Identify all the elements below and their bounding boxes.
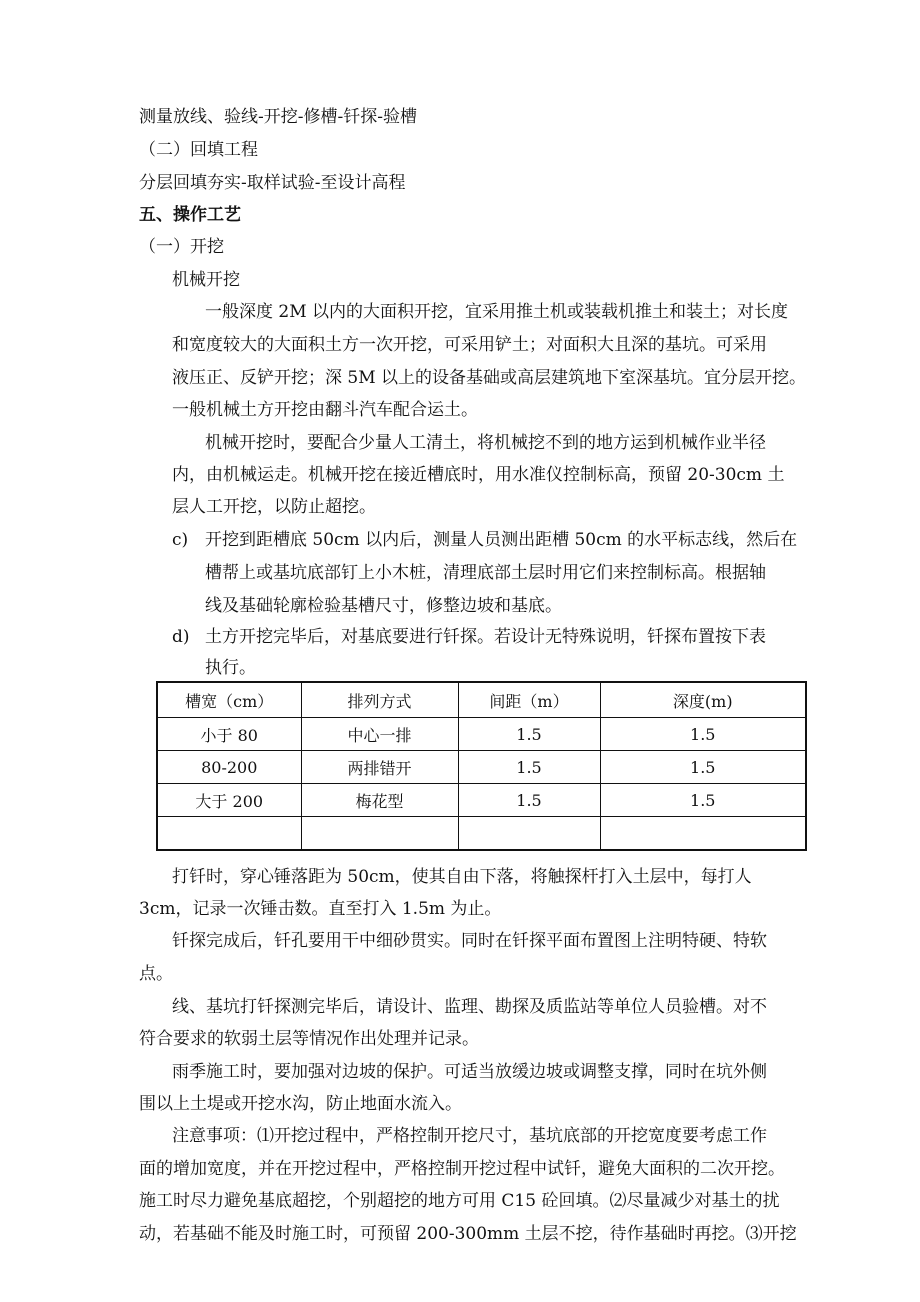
subsection-heading-excavation: （一）开挖 — [139, 237, 224, 257]
process-line-excavation: 测量放线、验线-开挖-修槽-钎探-验槽 — [139, 107, 417, 127]
paragraph-line: 机械开挖时，要配合少量人工清土，将机械挖不到的地方运到机械作业半径 — [205, 433, 766, 453]
paragraph-line: 注意事项：⑴开挖过程中，严格控制开挖尺寸，基坑底部的开挖宽度要考虑工作 — [172, 1126, 767, 1146]
paragraph-line: 和宽度较大的大面积土方一次开挖，可采用铲土；对面积大且深的基坑。可采用 — [172, 335, 767, 355]
table-header-cell: 间距（m） — [458, 682, 600, 718]
paragraph-line: 钎探完成后，钎孔要用干中细砂贯实。同时在钎探平面布置图上注明特硬、特软 — [172, 931, 767, 951]
paragraph-line: 一般机械土方开挖由翻斗汽车配合运土。 — [172, 400, 478, 420]
paragraph-line: 雨季施工时，要加强对边坡的保护。可适当放缓边坡或调整支撑，同时在坑外侧 — [172, 1062, 767, 1082]
table-row — [157, 718, 806, 751]
paragraph-line: 面的增加宽度，并在开挖过程中，严格控制开挖过程中试钎，避免大面积的二次开挖。 — [139, 1159, 785, 1179]
table-cell: 1.5 — [458, 718, 600, 751]
table-cell: 1.5 — [600, 784, 806, 817]
list-item-line: 槽帮上或基坑底部钉上小木桩，清理底部土层时用它们来控制标高。根据轴 — [205, 563, 766, 583]
paragraph-line: 施工时尽力避免基底超挖，个别超挖的地方可用 C15 砼回填。⑵尽量减少对基土的扰 — [139, 1191, 780, 1211]
paragraph-line: 一般深度 2M 以内的大面积开挖，宜采用推土机或装载机推土和装土；对长度 — [205, 302, 789, 322]
process-line-backfill: 分层回填夯实-取样试验-至设计高程 — [139, 173, 406, 193]
list-label-c: c) — [172, 530, 189, 550]
table-cell: 1.5 — [458, 751, 600, 784]
paragraph-line: 液压正、反铲开挖；深 5M 以上的设备基础或高层建筑地下室深基坑。宜分层开挖。 — [172, 368, 807, 388]
paragraph-line: 内，由机械运走。机械开挖在接近槽底时，用水准仪控制标高，预留 20-30cm 土 — [172, 465, 785, 485]
table-cell — [157, 817, 301, 851]
list-label-d: d) — [172, 627, 190, 647]
table-header-cell: 深度(m) — [600, 682, 806, 718]
table-cell: 80-200 — [157, 751, 301, 784]
paragraph-line: 符合要求的软弱土层等情况作出处理并记录。 — [139, 1029, 479, 1049]
table-cell: 1.5 — [600, 718, 806, 751]
table-header-cell: 槽宽（cm） — [157, 682, 301, 718]
table-cell — [600, 817, 806, 851]
list-item-line: 执行。 — [205, 658, 256, 678]
table-header-cell: 排列方式 — [301, 682, 458, 718]
section-heading-backfill: （二）回填工程 — [139, 140, 258, 160]
table-header-row — [157, 682, 806, 718]
paragraph-line: 3cm，记录一次锤击数。直至打入 1.5m 为止。 — [139, 899, 502, 919]
table-row — [157, 817, 806, 851]
paragraph-line: 动，若基础不能及时施工时，可预留 200-300mm 土层不挖，待作基础时再挖。⑶开挖 — [139, 1224, 797, 1244]
subheading-mechanical-excavation: 机械开挖 — [172, 270, 240, 290]
list-item-line: 线及基础轮廓检验基槽尺寸，修整边坡和基底。 — [205, 596, 562, 616]
table-cell: 梅花型 — [301, 784, 458, 817]
paragraph-line: 线、基坑打钎探测完毕后，请设计、监理、勘探及质监站等单位人员验槽。对不 — [172, 997, 767, 1017]
table-row — [157, 751, 806, 784]
list-item-line: 开挖到距槽底 50cm 以内后，测量人员测出距槽 50cm 的水平标志线，然后在 — [205, 530, 798, 550]
table-cell: 1.5 — [458, 784, 600, 817]
table-cell — [301, 817, 458, 851]
section-heading-operation: 五、操作工艺 — [139, 205, 241, 225]
paragraph-line: 打钎时，穿心锤落距为 50cm，使其自由下落，将触探杆打入土层中，每打人 — [172, 867, 752, 887]
paragraph-line: 点。 — [139, 964, 173, 984]
table-row — [157, 784, 806, 817]
table-cell: 1.5 — [600, 751, 806, 784]
table-cell — [458, 817, 600, 851]
list-item-line: 土方开挖完毕后，对基底要进行钎探。若设计无特殊说明，钎探布置按下表 — [205, 627, 766, 647]
table-cell: 两排错开 — [301, 751, 458, 784]
paragraph-line: 层人工开挖，以防止超挖。 — [172, 497, 376, 517]
paragraph-line: 围以上土堤或开挖水沟，防止地面水流入。 — [139, 1094, 462, 1114]
table-cell: 大于 200 — [157, 784, 301, 817]
table-cell: 中心一排 — [301, 718, 458, 751]
table-cell: 小于 80 — [157, 718, 301, 751]
probing-spec-table — [156, 681, 807, 851]
